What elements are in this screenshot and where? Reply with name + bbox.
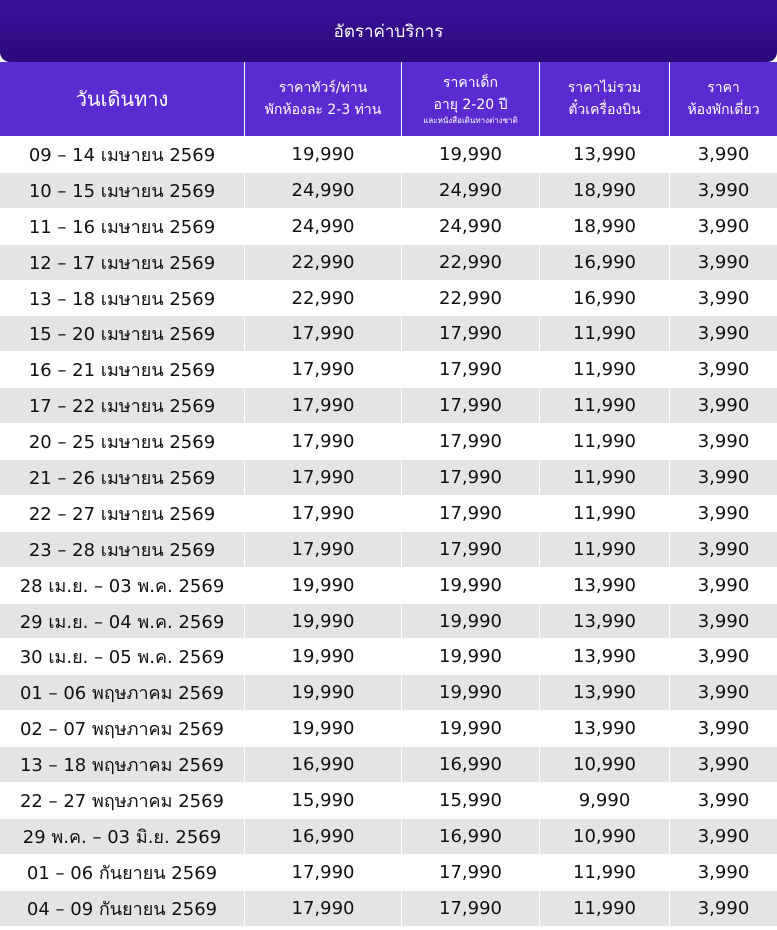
cell-single-room-price: 3,990 xyxy=(670,603,777,639)
cell-travel-date: 29 เม.ย. – 04 พ.ค. 2569 xyxy=(0,603,245,639)
cell-child-price: 17,990 xyxy=(402,495,540,531)
page-title: อัตราค่าบริการ xyxy=(0,0,777,62)
table-row xyxy=(0,890,777,926)
table-row xyxy=(0,315,777,351)
cell-single-room-price: 3,990 xyxy=(670,495,777,531)
cell-single-room-price: 3,990 xyxy=(670,351,777,387)
table-row xyxy=(0,531,777,567)
cell-no-flight-price: 13,990 xyxy=(540,603,670,639)
cell-no-flight-price: 10,990 xyxy=(540,746,670,782)
cell-child-price: 17,990 xyxy=(402,854,540,890)
cell-no-flight-price: 13,990 xyxy=(540,567,670,603)
table-row xyxy=(0,172,777,208)
cell-child-price: 19,990 xyxy=(402,674,540,710)
cell-no-flight-price: 11,990 xyxy=(540,854,670,890)
cell-travel-date: 01 – 06 กันยายน 2569 xyxy=(0,854,245,890)
cell-single-room-price: 3,990 xyxy=(670,459,777,495)
cell-adult-price: 19,990 xyxy=(245,567,402,603)
cell-travel-date: 11 – 16 เมษายน 2569 xyxy=(0,208,245,244)
cell-travel-date: 28 เม.ย. – 03 พ.ค. 2569 xyxy=(0,567,245,603)
cell-adult-price: 17,990 xyxy=(245,423,402,459)
table-row xyxy=(0,387,777,423)
cell-adult-price: 17,990 xyxy=(245,351,402,387)
cell-child-price: 17,990 xyxy=(402,459,540,495)
header-travel-date: วันเดินทาง xyxy=(0,62,245,136)
table-row xyxy=(0,674,777,710)
table-row xyxy=(0,603,777,639)
cell-single-room-price: 3,990 xyxy=(670,280,777,316)
cell-single-room-price: 3,990 xyxy=(670,567,777,603)
cell-child-price: 19,990 xyxy=(402,567,540,603)
cell-single-room-price: 3,990 xyxy=(670,387,777,423)
cell-travel-date: 29 พ.ค. – 03 มิ.ย. 2569 xyxy=(0,818,245,854)
cell-no-flight-price: 11,990 xyxy=(540,531,670,567)
cell-child-price: 22,990 xyxy=(402,244,540,280)
cell-travel-date: 02 – 07 พฤษภาคม 2569 xyxy=(0,710,245,746)
cell-travel-date: 21 – 26 เมษายน 2569 xyxy=(0,459,245,495)
cell-adult-price: 15,990 xyxy=(245,782,402,818)
cell-child-price: 17,990 xyxy=(402,423,540,459)
cell-child-price: 16,990 xyxy=(402,818,540,854)
header-single-line2: ห้องพักเดี่ยว xyxy=(687,102,760,118)
header-child-line2: อายุ 2-20 ปี xyxy=(433,97,508,113)
cell-single-room-price: 3,990 xyxy=(670,782,777,818)
cell-child-price: 17,990 xyxy=(402,315,540,351)
header-noflight-line1: ราคาไม่รวม xyxy=(567,80,642,96)
cell-no-flight-price: 13,990 xyxy=(540,674,670,710)
table-row xyxy=(0,782,777,818)
table-row xyxy=(0,244,777,280)
cell-no-flight-price: 16,990 xyxy=(540,280,670,316)
cell-child-price: 19,990 xyxy=(402,710,540,746)
table-row xyxy=(0,351,777,387)
cell-no-flight-price: 18,990 xyxy=(540,208,670,244)
cell-travel-date: 17 – 22 เมษายน 2569 xyxy=(0,387,245,423)
header-no-flight-price xyxy=(540,62,670,136)
cell-no-flight-price: 11,990 xyxy=(540,495,670,531)
cell-no-flight-price: 10,990 xyxy=(540,818,670,854)
table-row xyxy=(0,567,777,603)
cell-adult-price: 17,990 xyxy=(245,890,402,926)
cell-single-room-price: 3,990 xyxy=(670,638,777,674)
cell-child-price: 19,990 xyxy=(402,638,540,674)
cell-no-flight-price: 11,990 xyxy=(540,423,670,459)
cell-no-flight-price: 13,990 xyxy=(540,136,670,172)
cell-no-flight-price: 11,990 xyxy=(540,351,670,387)
cell-child-price: 24,990 xyxy=(402,172,540,208)
cell-travel-date: 04 – 09 กันยายน 2569 xyxy=(0,890,245,926)
cell-adult-price: 24,990 xyxy=(245,208,402,244)
cell-travel-date: 01 – 06 พฤษภาคม 2569 xyxy=(0,674,245,710)
header-child-line1: ราคาเด็ก xyxy=(443,75,498,91)
cell-no-flight-price: 13,990 xyxy=(540,710,670,746)
cell-single-room-price: 3,990 xyxy=(670,746,777,782)
cell-single-room-price: 3,990 xyxy=(670,423,777,459)
table-row xyxy=(0,423,777,459)
cell-adult-price: 19,990 xyxy=(245,638,402,674)
cell-adult-price: 22,990 xyxy=(245,244,402,280)
cell-single-room-price: 3,990 xyxy=(670,315,777,351)
cell-travel-date: 23 – 28 เมษายน 2569 xyxy=(0,531,245,567)
cell-adult-price: 22,990 xyxy=(245,280,402,316)
cell-single-room-price: 3,990 xyxy=(670,172,777,208)
cell-adult-price: 24,990 xyxy=(245,172,402,208)
header-single-line1: ราคา xyxy=(707,80,740,96)
cell-single-room-price: 3,990 xyxy=(670,890,777,926)
cell-no-flight-price: 11,990 xyxy=(540,387,670,423)
header-child-price xyxy=(402,62,540,136)
cell-single-room-price: 3,990 xyxy=(670,244,777,280)
cell-child-price: 17,990 xyxy=(402,890,540,926)
cell-adult-price: 17,990 xyxy=(245,387,402,423)
cell-travel-date: 10 – 15 เมษายน 2569 xyxy=(0,172,245,208)
table-row xyxy=(0,818,777,854)
cell-adult-price: 19,990 xyxy=(245,603,402,639)
header-adult-price xyxy=(245,62,402,136)
cell-travel-date: 12 – 17 เมษายน 2569 xyxy=(0,244,245,280)
cell-no-flight-price: 18,990 xyxy=(540,172,670,208)
cell-travel-date: 13 – 18 พฤษภาคม 2569 xyxy=(0,746,245,782)
cell-travel-date: 09 – 14 เมษายน 2569 xyxy=(0,136,245,172)
cell-child-price: 22,990 xyxy=(402,280,540,316)
table-row xyxy=(0,710,777,746)
cell-travel-date: 20 – 25 เมษายน 2569 xyxy=(0,423,245,459)
cell-single-room-price: 3,990 xyxy=(670,854,777,890)
cell-travel-date: 30 เม.ย. – 05 พ.ค. 2569 xyxy=(0,638,245,674)
header-adult-line2: พักห้องละ 2-3 ท่าน xyxy=(264,102,382,118)
cell-no-flight-price: 13,990 xyxy=(540,638,670,674)
cell-travel-date: 13 – 18 เมษายน 2569 xyxy=(0,280,245,316)
cell-single-room-price: 3,990 xyxy=(670,531,777,567)
cell-adult-price: 17,990 xyxy=(245,459,402,495)
cell-travel-date: 22 – 27 เมษายน 2569 xyxy=(0,495,245,531)
table-row xyxy=(0,638,777,674)
price-table xyxy=(0,62,777,926)
table-row xyxy=(0,208,777,244)
table-row xyxy=(0,495,777,531)
cell-single-room-price: 3,990 xyxy=(670,674,777,710)
cell-single-room-price: 3,990 xyxy=(670,710,777,746)
cell-travel-date: 22 – 27 พฤษภาคม 2569 xyxy=(0,782,245,818)
table-header-row xyxy=(0,62,777,136)
cell-adult-price: 17,990 xyxy=(245,854,402,890)
cell-child-price: 19,990 xyxy=(402,603,540,639)
header-noflight-line2: ตั๋วเครื่องบิน xyxy=(568,102,641,118)
cell-adult-price: 17,990 xyxy=(245,531,402,567)
cell-child-price: 16,990 xyxy=(402,746,540,782)
table-row xyxy=(0,746,777,782)
cell-adult-price: 17,990 xyxy=(245,495,402,531)
cell-travel-date: 15 – 20 เมษายน 2569 xyxy=(0,315,245,351)
cell-travel-date: 16 – 21 เมษายน 2569 xyxy=(0,351,245,387)
cell-adult-price: 19,990 xyxy=(245,710,402,746)
cell-child-price: 17,990 xyxy=(402,351,540,387)
cell-no-flight-price: 11,990 xyxy=(540,315,670,351)
cell-adult-price: 19,990 xyxy=(245,674,402,710)
cell-child-price: 17,990 xyxy=(402,387,540,423)
cell-child-price: 15,990 xyxy=(402,782,540,818)
cell-adult-price: 16,990 xyxy=(245,818,402,854)
cell-child-price: 19,990 xyxy=(402,136,540,172)
table-row xyxy=(0,459,777,495)
table-row xyxy=(0,136,777,172)
cell-single-room-price: 3,990 xyxy=(670,208,777,244)
cell-single-room-price: 3,990 xyxy=(670,136,777,172)
header-adult-line1: ราคาทัวร์/ท่าน xyxy=(278,80,368,96)
header-child-note: และหนังสือเดินทางต่างชาติ xyxy=(423,116,518,125)
cell-no-flight-price: 9,990 xyxy=(540,782,670,818)
table-row xyxy=(0,280,777,316)
cell-child-price: 17,990 xyxy=(402,531,540,567)
cell-adult-price: 16,990 xyxy=(245,746,402,782)
cell-single-room-price: 3,990 xyxy=(670,818,777,854)
cell-adult-price: 17,990 xyxy=(245,315,402,351)
cell-child-price: 24,990 xyxy=(402,208,540,244)
cell-no-flight-price: 16,990 xyxy=(540,244,670,280)
cell-no-flight-price: 11,990 xyxy=(540,890,670,926)
table-row xyxy=(0,854,777,890)
header-single-room-price xyxy=(670,62,777,136)
cell-adult-price: 19,990 xyxy=(245,136,402,172)
cell-no-flight-price: 11,990 xyxy=(540,459,670,495)
